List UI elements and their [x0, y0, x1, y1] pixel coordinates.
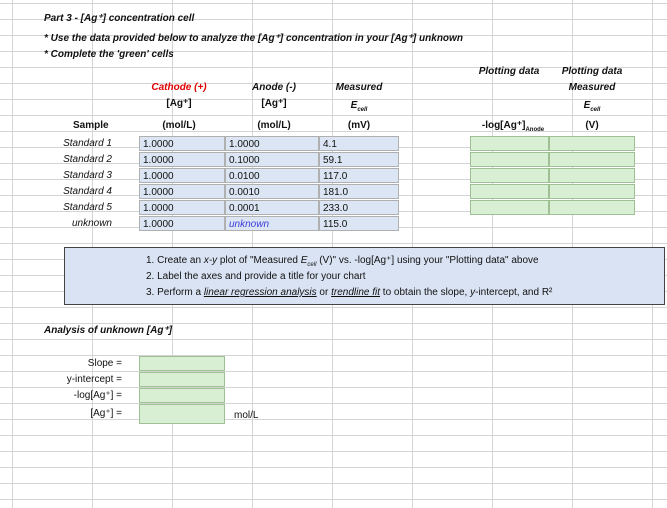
cathode-cell[interactable]: 1.0000 — [139, 136, 225, 151]
sample-label: Standard 5 — [63, 202, 112, 213]
anode-ag-header: [Ag⁺] — [261, 98, 287, 109]
cathode-unit-header: (mol/L) — [162, 120, 196, 131]
cathode-cell[interactable]: 1.0000 — [139, 216, 225, 231]
ag-conc-input[interactable] — [139, 404, 225, 424]
anode-unit-header: (mol/L) — [257, 120, 291, 131]
measured-cell[interactable]: 233.0 — [319, 200, 399, 215]
y-intercept-label: y-intercept = — [66, 374, 122, 385]
plotting-measured-header: Measured — [568, 82, 616, 93]
plotting-ecell-header: $E_{cell}$ — [583, 100, 601, 113]
slope-label: Slope = — [87, 358, 122, 369]
plotting-ecell-cell[interactable] — [549, 168, 635, 183]
anode-header: Anode (-) — [252, 82, 296, 93]
y-intercept-input[interactable] — [139, 372, 225, 387]
plotting-neglog-cell[interactable] — [470, 168, 549, 183]
mv-unit-header: (mV) — [347, 120, 371, 131]
cathode-ag-header: [Ag⁺] — [166, 98, 192, 109]
sample-header: Sample — [73, 120, 109, 131]
instruction-1: * Use the data provided below to analyze the [Ag⁺] concentration in your [Ag⁺] unknown — [44, 33, 463, 44]
plotting-neglog-cell[interactable] — [470, 136, 549, 151]
neglog-ag-label: -log[Ag⁺] = — [73, 390, 122, 401]
sample-label: unknown — [71, 218, 112, 229]
measured-cell[interactable]: 4.1 — [319, 136, 399, 151]
anode-cell[interactable]: 0.0001 — [225, 200, 319, 215]
anode-cell[interactable]: 0.1000 — [225, 152, 319, 167]
analysis-title: Analysis of unknown [Ag⁺] — [44, 325, 173, 336]
sample-label: Standard 2 — [63, 154, 112, 165]
cathode-cell[interactable]: 1.0000 — [139, 184, 225, 199]
sample-label: Standard 3 — [63, 170, 112, 181]
neglog-ag-input[interactable] — [139, 388, 225, 403]
ecell-header: $E_{cell}$ — [350, 100, 368, 113]
anode-cell[interactable]: 1.0000 — [225, 136, 319, 151]
instruction-2: * Complete the 'green' cells — [44, 49, 174, 60]
plotting-ecell-cell[interactable] — [549, 152, 635, 167]
chart3-step-1: 1. Create an x-y plot of "Measured $E_{cell}$ (V)" vs. -log[Ag⁺] using your "Plotting data" above — [146, 255, 539, 268]
measured-cell[interactable]: 59.1 — [319, 152, 399, 167]
measured-cell[interactable]: 117.0 — [319, 168, 399, 183]
cathode-header: Cathode (+) — [151, 82, 207, 93]
cathode-cell[interactable]: 1.0000 — [139, 152, 225, 167]
sample-label: Standard 4 — [63, 186, 112, 197]
sample-label: Standard 1 — [63, 138, 112, 149]
neglog-anode-header: $-\log[Ag^+]_{Anode}$ — [481, 120, 545, 133]
plotting-neglog-cell[interactable] — [470, 184, 549, 199]
anode-cell[interactable]: 0.0010 — [225, 184, 319, 199]
measured-header: Measured — [335, 82, 383, 93]
measured-cell[interactable]: 115.0 — [319, 216, 399, 231]
chart3-instructions-box — [64, 247, 665, 305]
anode-cell[interactable]: unknown — [225, 216, 319, 231]
slope-input[interactable] — [139, 356, 225, 371]
measured-cell[interactable]: 181.0 — [319, 184, 399, 199]
ag-conc-label: [Ag⁺] = — [90, 408, 122, 419]
plotting-ecell-cell[interactable] — [549, 184, 635, 199]
part-title: Part 3 - [Ag⁺] concentration cell — [44, 13, 195, 24]
plotting-data-header-2: Plotting data — [561, 66, 623, 77]
chart3-step-3: 3. Perform a linear regression analysis or trendline fit to obtain the slope, y-intercept, and R² — [146, 287, 553, 298]
plotting-ecell-cell[interactable] — [549, 136, 635, 151]
plotting-neglog-cell[interactable] — [470, 200, 549, 215]
anode-cell[interactable]: 0.0100 — [225, 168, 319, 183]
plotting-neglog-cell[interactable] — [470, 152, 549, 167]
volt-unit-header: (V) — [585, 120, 599, 131]
cathode-cell[interactable]: 1.0000 — [139, 200, 225, 215]
plotting-ecell-cell[interactable] — [549, 200, 635, 215]
chart3-step-2: 2. Label the axes and provide a title for your chart — [146, 271, 366, 282]
mol-per-l-unit: mol/L — [234, 410, 259, 421]
plotting-data-header-1: Plotting data — [478, 66, 540, 77]
cathode-cell[interactable]: 1.0000 — [139, 168, 225, 183]
